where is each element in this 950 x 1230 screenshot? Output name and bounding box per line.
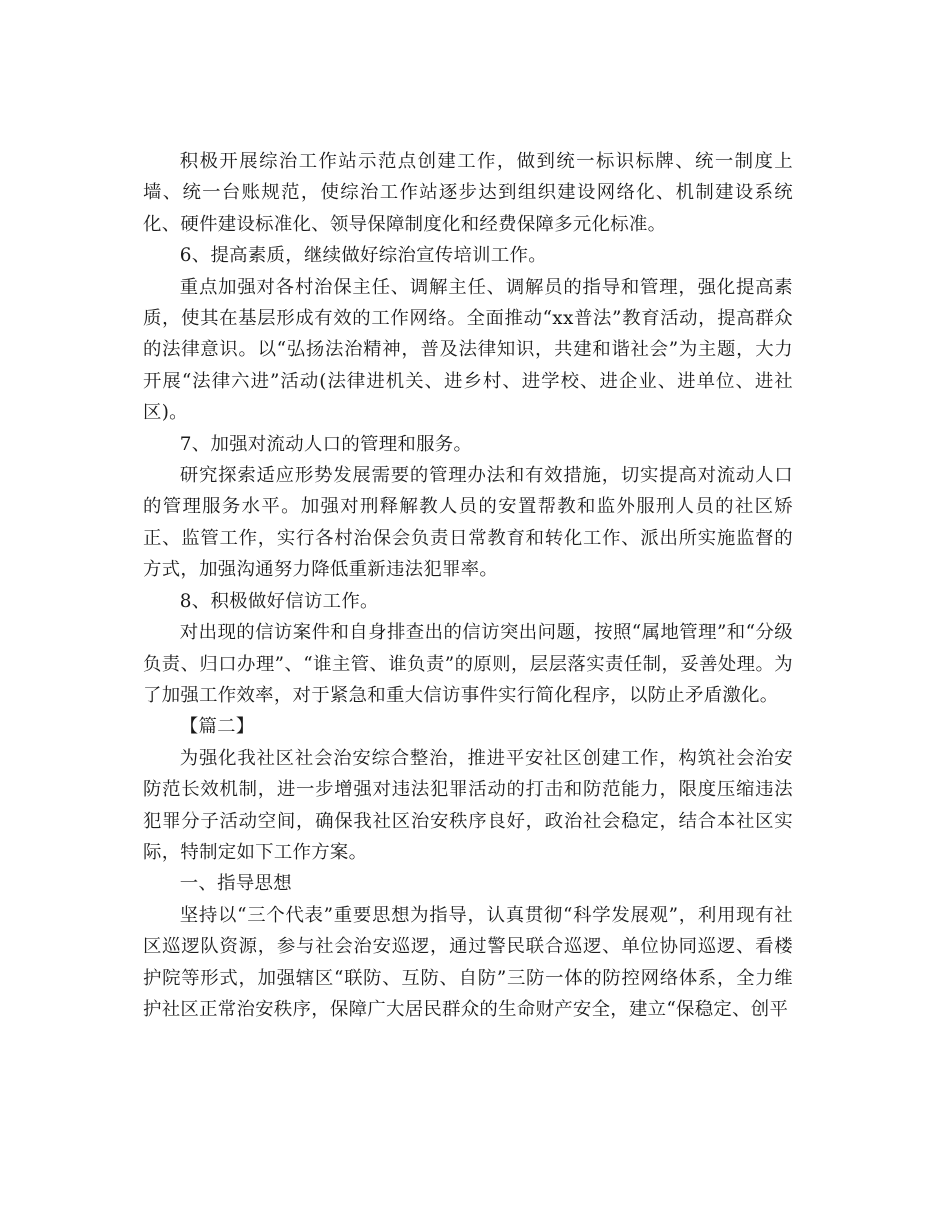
document-body	[143, 146, 793, 1025]
heading-item-7: 7、加强对流动人口的管理和服务。	[179, 433, 473, 455]
heading-item-6: 6、提高素质，继续做好综治宣传培训工作。	[179, 245, 547, 267]
heading-part-two: 【篇二】	[179, 716, 255, 738]
heading-item-8: 8、积极做好信访工作。	[179, 590, 379, 612]
paragraph-floating-population: 研究探索适应形势发展需要的管理办法和有效措施，切实提高对流动人口的管理服务水平。加强对刑释解教人员的安置帮教和监外服刑人员的社区矫正、监管工作，实行各村治保会负责日常教育和转化工作、派出所实施监督的方式，加强沟通努力降低重新违法犯罪率。	[143, 465, 793, 581]
paragraph-petition-work: 对出现的信访案件和自身排查出的信访突出问题，按照“属地管理”和“分级负责、归口办理”、“谁主管、谁负责”的原则，层层落实责任制，妥善处理。为了加强工作效率，对于紧急和重大信访事件实行简化程序，以防止矛盾激化。	[143, 622, 793, 706]
heading-guiding-ideology: 一、指导思想	[179, 873, 292, 895]
paragraph-community-security-intro: 为强化我社区社会治安综合整治，推进平安社区创建工作，构筑社会治安防范长效机制，进一步增强对违法犯罪活动的打击和防范能力，限度压缩违法犯罪分子活动空间，确保我社区治安秩序良好，政治社会稳定，结合本社区实际，特制定如下工作方案。	[143, 747, 793, 863]
paragraph-guiding-ideology: 坚持以“三个代表”重要思想为指导，认真贯彻“科学发展观”，利用现有社区巡逻队资源，参与社会治安巡逻，通过警民联合巡逻、单位协同巡逻、看楼护院等形式，加强辖区“联防、互防、自防”三防一体的防控网络体系，全力维护社区正常治安秩序，保障广大居民群众的生命财产安全，建立“保稳定、创平	[143, 904, 793, 1020]
paragraph-workstation-demo: 积极开展综治工作站示范点创建工作，做到统一标识标牌、统一制度上墙、统一台账规范，使综治工作站逐步达到组织建设网络化、机制建设系统化、硬件建设标准化、领导保障制度化和经费保障多元化标准。	[143, 151, 793, 235]
paragraph-legal-training: 重点加强对各村治保主任、调解主任、调解员的指导和管理，强化提高素质，使其在基层形成有效的工作网络。全面推动“xx普法”教育活动，提高群众的法律意识。以“弘扬法治精神，普及法律知识，共建和谐社会”为主题，大力开展“法律六进”活动(法律进机关、进乡村、进学校、进企业、进单位、进社区)。	[143, 276, 793, 424]
